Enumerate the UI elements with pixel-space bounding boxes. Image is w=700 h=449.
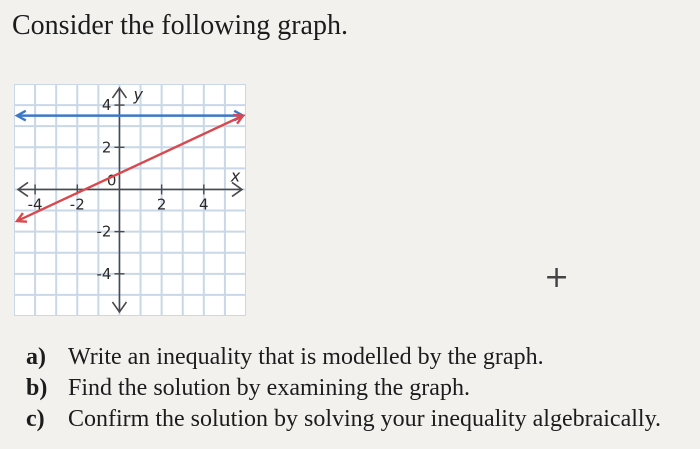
problem-title: Consider the following graph. (12, 10, 348, 41)
question-list (26, 342, 661, 435)
question-text: Find the solution by examining the graph. (68, 375, 470, 401)
y-tick-label: -4 (96, 264, 112, 283)
question-label: c) (26, 406, 45, 432)
x-tick-label: -2 (69, 195, 85, 214)
question-label: b) (26, 375, 48, 401)
x-tick-label: 4 (199, 195, 209, 214)
coordinate-graph (14, 84, 246, 316)
question-b (26, 373, 661, 404)
y-tick-label: 2 (101, 138, 112, 157)
origin-label: 0 (106, 171, 117, 190)
question-a (26, 342, 661, 373)
y-tick-label: -2 (96, 222, 112, 241)
question-text: Confirm the solution by solving your inequality algebraically. (68, 406, 662, 432)
plus-icon: + (544, 260, 570, 295)
y-tick-label: 4 (101, 96, 112, 115)
question-c (26, 404, 661, 435)
x-axis-label: x (230, 166, 241, 186)
graph-background (14, 84, 246, 316)
x-tick-label: -4 (27, 195, 43, 214)
question-text: Write an inequality that is modelled by the graph. (68, 344, 544, 370)
question-label: a) (26, 344, 46, 370)
y-axis-label: y (133, 85, 143, 104)
x-tick-label: 2 (156, 195, 167, 214)
